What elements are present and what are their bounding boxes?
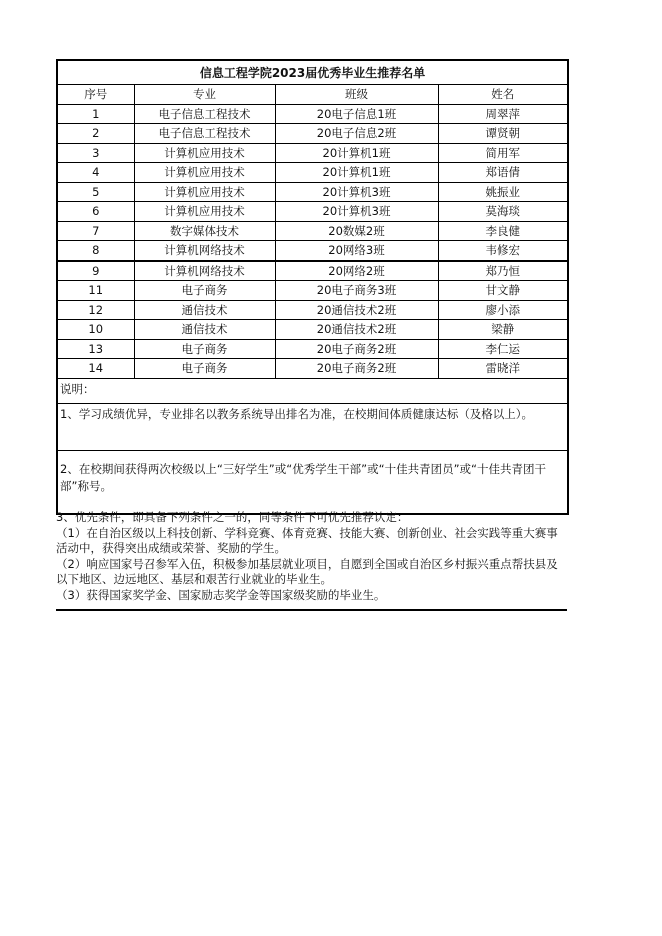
recommendation-sheet <box>56 59 567 515</box>
priority-2: （2）响应国家号召参军入伍，积极参加基层就业项目，自愿到全国或自治区乡村振兴重点帮扶县及以下地区、边远地区、基层和艰苦行业就业的毕业生。 <box>56 556 558 586</box>
cell-class: 20电子信息1班 <box>275 104 438 124</box>
cell-class: 20网络3班 <box>275 241 438 261</box>
table-row <box>57 202 568 222</box>
note-1: 1、学习成绩优异，专业排名以教务系统导出排名为准，在校期间体质健康达标（及格以上）。 <box>57 403 568 450</box>
cell-name: 郑乃恒 <box>438 261 568 281</box>
cell-major: 电子商务 <box>134 359 275 379</box>
cell-index: 4 <box>57 163 134 183</box>
table-row <box>57 163 568 183</box>
header-class: 班级 <box>275 85 438 105</box>
cell-major: 数字媒体技术 <box>134 221 275 241</box>
cell-index: 11 <box>57 281 134 301</box>
cell-major: 通信技术 <box>134 320 275 340</box>
cell-name: 简用军 <box>438 143 568 163</box>
cell-major: 计算机应用技术 <box>134 163 275 183</box>
cell-major: 电子商务 <box>134 281 275 301</box>
table-row <box>57 104 568 124</box>
cell-name: 莫海琰 <box>438 202 568 222</box>
cell-major: 通信技术 <box>134 300 275 320</box>
table-row <box>57 339 568 359</box>
cell-class: 20数媒2班 <box>275 221 438 241</box>
cell-name: 甘文静 <box>438 281 568 301</box>
cell-name: 姚振业 <box>438 182 568 202</box>
cell-major: 电子信息工程技术 <box>134 124 275 144</box>
note-2: 2、在校期间获得两次校级以上“三好学生”或“优秀学生干部”或“十佳共青团员”或“十佳共青团干部”称号。 <box>57 450 568 514</box>
cell-index: 14 <box>57 359 134 379</box>
sheet-title: 信息工程学院2023届优秀毕业生推荐名单 <box>57 60 568 85</box>
cell-index: 10 <box>57 320 134 340</box>
cell-index: 8 <box>57 241 134 261</box>
cell-class: 20电子商务2班 <box>275 339 438 359</box>
cell-class: 20电子信息2班 <box>275 124 438 144</box>
cell-class: 20电子商务3班 <box>275 281 438 301</box>
cell-index: 1 <box>57 104 134 124</box>
priority-1: （1）在自治区级以上科技创新、学科竞赛、体育竞赛、技能大赛、创新创业、社会实践等重大赛事活动中，获得突出成绩或荣誉、奖励的学生。 <box>56 525 558 555</box>
table-row <box>57 241 568 261</box>
cell-name: 郑语倩 <box>438 163 568 183</box>
cell-class: 20通信技术2班 <box>275 300 438 320</box>
cell-class: 20计算机3班 <box>275 182 438 202</box>
cell-name: 梁静 <box>438 320 568 340</box>
header-index: 序号 <box>57 85 134 105</box>
table-row <box>57 300 568 320</box>
cell-index: 9 <box>57 261 134 281</box>
cell-name: 谭贤朝 <box>438 124 568 144</box>
cell-index: 7 <box>57 221 134 241</box>
cell-name: 李良健 <box>438 221 568 241</box>
cell-class: 20计算机3班 <box>275 202 438 222</box>
table-row <box>57 359 568 379</box>
cell-index: 5 <box>57 182 134 202</box>
student-table <box>56 59 569 515</box>
table-row <box>57 261 568 281</box>
priority-3: （3）获得国家奖学金、国家励志奖学金等国家级奖励的毕业生。 <box>56 587 386 602</box>
cell-index: 12 <box>57 300 134 320</box>
cell-name: 李仁运 <box>438 339 568 359</box>
cell-index: 6 <box>57 202 134 222</box>
cell-major: 计算机应用技术 <box>134 182 275 202</box>
cell-class: 20计算机1班 <box>275 143 438 163</box>
cell-major: 电子信息工程技术 <box>134 104 275 124</box>
cell-class: 20计算机1班 <box>275 163 438 183</box>
cell-major: 计算机应用技术 <box>134 202 275 222</box>
cell-name: 周翠萍 <box>438 104 568 124</box>
cell-class: 20通信技术2班 <box>275 320 438 340</box>
header-name: 姓名 <box>438 85 568 105</box>
cell-major: 计算机网络技术 <box>134 261 275 281</box>
cell-class: 20电子商务2班 <box>275 359 438 379</box>
cell-name: 韦修宏 <box>438 241 568 261</box>
table-row <box>57 320 568 340</box>
cell-major: 计算机应用技术 <box>134 143 275 163</box>
cell-major: 电子商务 <box>134 339 275 359</box>
table-row <box>57 182 568 202</box>
header-major: 专业 <box>134 85 275 105</box>
cell-index: 2 <box>57 124 134 144</box>
cell-name: 廖小添 <box>438 300 568 320</box>
cell-index: 13 <box>57 339 134 359</box>
header-row <box>57 85 568 105</box>
cell-name: 雷晓洋 <box>438 359 568 379</box>
notes-label: 说明： <box>57 378 568 403</box>
table-row <box>57 281 568 301</box>
cell-class: 20网络2班 <box>275 261 438 281</box>
table-row <box>57 221 568 241</box>
table-row <box>57 143 568 163</box>
cell-major: 计算机网络技术 <box>134 241 275 261</box>
note-3: 3、优先条件，即具备下列条件之一的，同等条件下可优先推荐认定： <box>56 510 409 524</box>
cell-index: 3 <box>57 143 134 163</box>
priority-conditions <box>56 510 567 611</box>
table-row <box>57 124 568 144</box>
